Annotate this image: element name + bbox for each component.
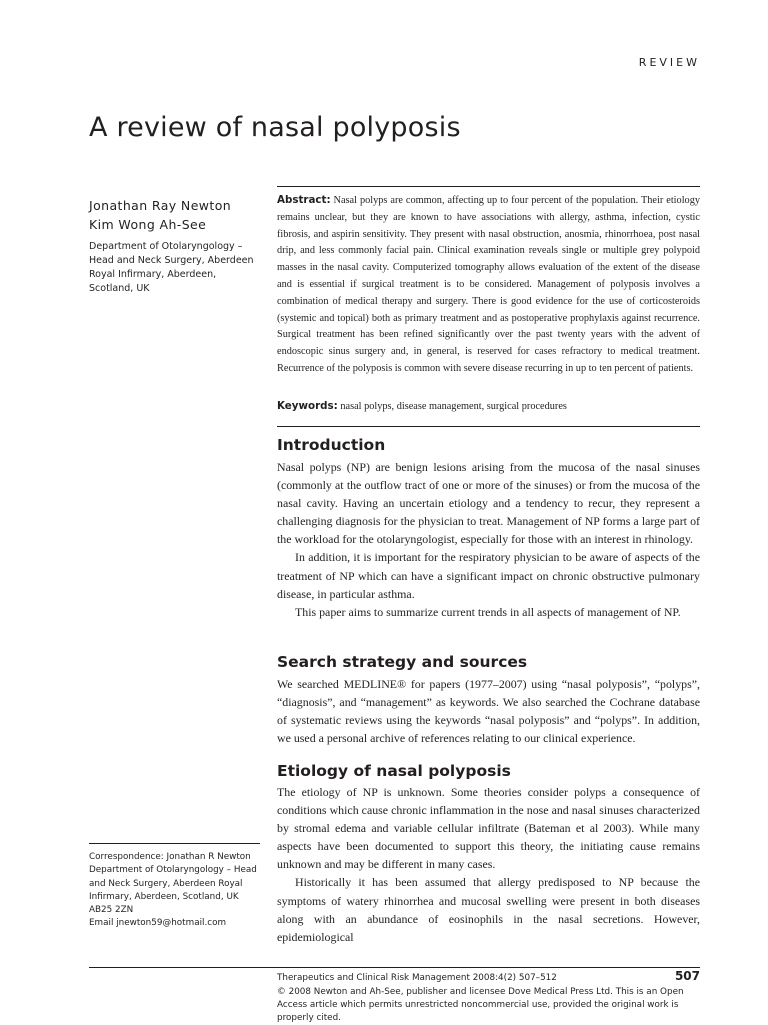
search-heading: Search strategy and sources <box>277 653 528 671</box>
abstract-top-rule <box>277 186 700 187</box>
etiology-heading: Etiology of nasal polyposis <box>277 762 511 780</box>
journal-citation: Therapeutics and Clinical Risk Management 2008:4(2) 507–512 <box>277 973 557 983</box>
abstract-text: Nasal polyps are common, affecting up to four percent of the population. Their etiology remains unclear, but they are known to have associations with allergy, asthma, infection, cystic fibrosis, and aspirin sensitivity. They present with nasal obstruction, anosmia, rhinorrhoea, post nasal drip, and less commonly facial pain. Clinical examination reveals single or multiple grey polypoid masses in the nasal cavity. Computerized tomography allows evaluation of the extent of the disease and is essential if surgical treatment is to be considered. Management of polyposis involves a combination of medical therapy and surgery. There is good evidence for the use of corticosteroids (systemic and topical) both as primary treatment and as postoperative prophylaxis against recurrence. Surgical treatment has been refined significantly over the past twenty years with the advent of endoscopic sinus surgery and, in general, is reserved for cases refractory to medical treatment. Recurrence of the polyposis is common with severe disease recurring in up to ten percent of patients. <box>277 195 700 374</box>
paragraph: Historically it has been assumed that allergy predisposed to NP because the symptoms of watery rhinorrhea and mucosal swelling were present in both diseases along with an abundance of eosinophils in the nasal secretions. However, epidemiological <box>277 875 700 944</box>
author-affiliation: Department of Otolaryngology – Head and Neck Surgery, Aberdeen Royal Infirmary, Aberdeen, Scotland, UK <box>89 241 254 294</box>
page-number: 507 <box>674 969 700 983</box>
introduction-heading: Introduction <box>277 436 386 454</box>
correspondence-address: Correspondence: Jonathan R Newton Department of Otolaryngology – Head and Neck Surgery, Aberdeen Royal Infirmary, Aberdeen, Scotland, UK AB25 2ZN <box>89 852 257 916</box>
introduction-body <box>277 458 700 621</box>
section-label: REVIEW <box>638 56 700 69</box>
paragraph: Nasal polyps (NP) are benign lesions arising from the mucosa of the nasal sinuses (commonly at the outflow tract of one or more of the sinuses) or from the mucosa of the nasal cavity. Having an uncertain etiology and a tendency to recur, they represent a challenging diagnosis for the physician to treat. Management of NP forms a large part of the workload for the otolaryngologist, especially for those with an interest in rhinology. <box>277 460 700 547</box>
correspondence-email: Email jnewton59@hotmail.com <box>89 918 227 929</box>
abstract-bottom-rule <box>277 426 700 427</box>
keywords-text: nasal polyps, disease management, surgical procedures <box>340 401 567 412</box>
keywords-label: Keywords: <box>277 400 338 412</box>
author-name: Jonathan Ray Newton <box>89 198 232 213</box>
correspondence <box>89 851 264 931</box>
footer-rule <box>89 967 700 968</box>
paragraph: This paper aims to summarize current trends in all aspects of management of NP. <box>295 604 681 619</box>
etiology-body <box>277 783 700 946</box>
abstract <box>277 192 700 378</box>
author-name: Kim Wong Ah-See <box>89 217 207 232</box>
paragraph: We searched MEDLINE® for papers (1977–2007) using “nasal polyposis”, “polyps”, “diagnosis”, and “management” as keywords. We also searched the Cochrane database of systematic reviews using the keywords “nasal polyposis” and “polyps”. In addition, we used a personal archive of references relating to our clinical experience. <box>277 677 700 746</box>
copyright-notice: © 2008 Newton and Ah-See, publisher and licensee Dove Medical Press Ltd. This is an Open Access article which permits unrestricted noncommercial use, provided the original work is properly cited. <box>277 987 684 1023</box>
abstract-label: Abstract: <box>277 194 331 206</box>
correspondence-rule <box>89 843 260 844</box>
paragraph: The etiology of NP is unknown. Some theories consider polyps a consequence of conditions which cause chronic inflammation in the nose and nasal sinuses characterized by stromal edema and variable cellular infiltrate (Bateman et al 2003). While many aspects have been documented to support this theory, the initiating cause remains unknown and may be different in many cases. <box>277 785 700 872</box>
keywords <box>277 400 700 412</box>
search-body <box>277 675 700 747</box>
author-list <box>89 196 231 234</box>
paragraph: In addition, it is important for the respiratory physician to be aware of aspects of the treatment of NP which can have a significant impact on chronic obstructive pulmonary disease, in particular asthma. <box>277 550 700 601</box>
article-title: A review of nasal polyposis <box>89 112 461 143</box>
